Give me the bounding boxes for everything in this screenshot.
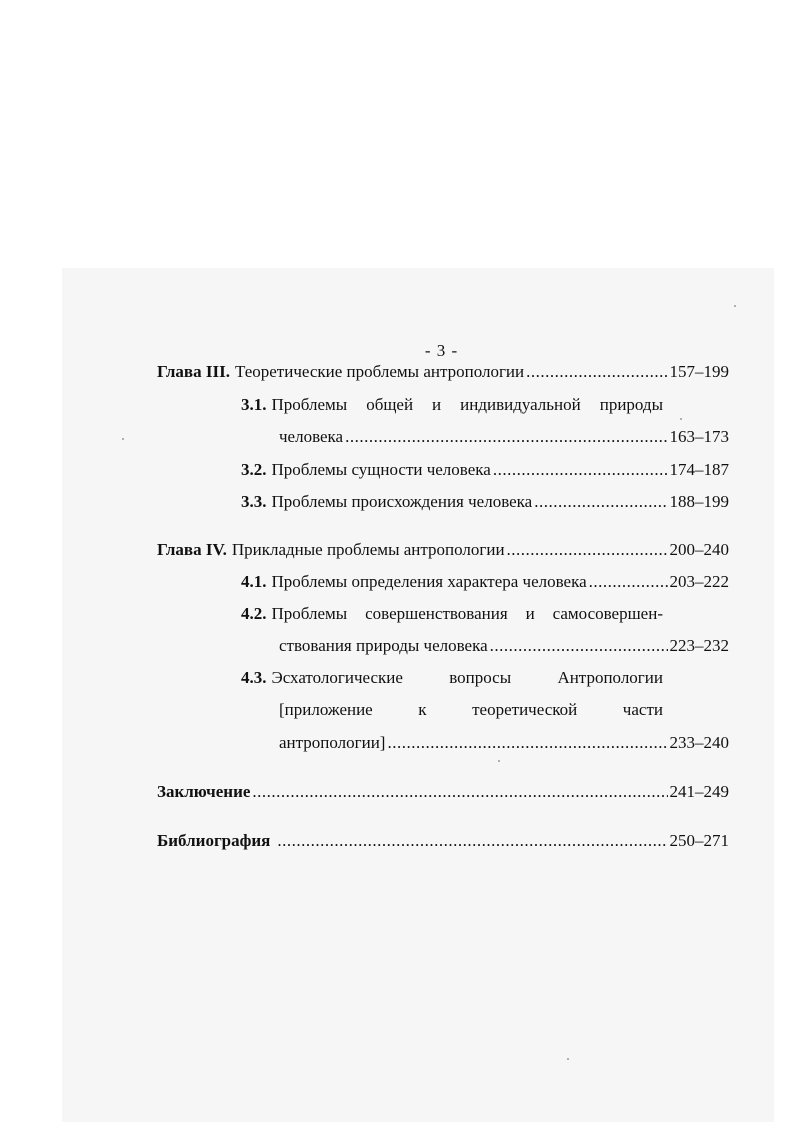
bibliography-title: Библиография: [157, 831, 271, 850]
page-range: 250–271: [669, 831, 729, 850]
dot-leader: [589, 570, 668, 594]
page-range: 200–240: [669, 540, 729, 559]
toc-section-4-2: [241, 602, 663, 626]
word: совершенствования: [365, 604, 508, 623]
page-range: 203–222: [669, 572, 729, 591]
section-title-cont: антропологии]: [279, 733, 386, 752]
word: Антропологии: [557, 668, 663, 687]
dot-leader: [534, 490, 667, 514]
toc-section-4-1: [241, 570, 729, 594]
dot-leader: [526, 360, 667, 384]
toc-section-3-3: [241, 490, 729, 514]
dot-leader: [507, 538, 668, 562]
word: вопросы: [449, 668, 512, 687]
section-title-cont: человека: [279, 427, 344, 446]
dot-leader: [387, 731, 667, 755]
section-number: 4.3.: [241, 668, 267, 687]
word: и: [432, 395, 442, 414]
section-title-line: [272, 602, 664, 626]
scan-speck: [498, 760, 500, 762]
chapter-title: Прикладные проблемы антропологии: [231, 540, 505, 559]
section-title: Проблемы происхождения человека: [271, 492, 533, 511]
word: самосовершен-: [552, 604, 663, 623]
page-range: 157–199: [669, 362, 729, 381]
toc-section-4-3: [241, 666, 663, 690]
dot-leader: [490, 634, 668, 658]
word: части: [622, 700, 663, 719]
word: общей: [366, 395, 414, 414]
section-title-line: [272, 666, 664, 690]
scan-speck: [734, 305, 736, 307]
section-number: 3.2.: [241, 460, 267, 479]
word: к: [418, 700, 427, 719]
page-range: 174–187: [669, 460, 729, 479]
word: Проблемы: [271, 395, 348, 414]
word: теоретической: [472, 700, 578, 719]
section-title-line: [272, 393, 664, 417]
dot-leader: [252, 780, 667, 804]
dot-leader: [493, 458, 668, 482]
page-range: 241–249: [669, 782, 729, 801]
section-title-line: [279, 698, 663, 722]
page-range: 223–232: [669, 636, 729, 655]
word: и: [525, 604, 535, 623]
toc-chapter-3: [157, 360, 729, 384]
dot-leader: [345, 425, 667, 449]
toc-section-3-1-cont: [279, 425, 729, 449]
page-number: - 3 -: [424, 341, 459, 360]
toc-section-3-2: [241, 458, 729, 482]
conclusion-title: Заключение: [157, 782, 251, 801]
toc-section-4-3-cont: [279, 698, 663, 722]
toc-chapter-4: [157, 538, 729, 562]
word: [приложение: [279, 700, 373, 719]
scan-speck: [122, 438, 124, 440]
scan-speck: [567, 1058, 569, 1060]
section-number: 4.1.: [241, 572, 267, 591]
chapter-title: Теоретические проблемы антропологии: [234, 362, 525, 381]
section-title: Проблемы сущности человека: [271, 460, 491, 479]
section-number: 4.2.: [241, 604, 267, 623]
toc-section-4-3-cont2: [279, 731, 729, 755]
section-number: 3.3.: [241, 492, 267, 511]
toc-conclusion: [157, 780, 729, 804]
page-range: 163–173: [669, 427, 729, 446]
scan-speck: [680, 418, 682, 420]
chapter-label: Глава III.: [157, 362, 230, 381]
dot-leader: [277, 829, 667, 853]
word: индивидуальной: [460, 395, 581, 414]
toc-bibliography: [157, 829, 729, 853]
page-range: 188–199: [669, 492, 729, 511]
toc-section-3-1: [241, 393, 663, 417]
toc-section-4-2-cont: [279, 634, 729, 658]
page-range: 233–240: [669, 733, 729, 752]
chapter-label: Глава IV.: [157, 540, 227, 559]
section-title-cont: ствования природы человека: [279, 636, 488, 655]
section-title: Проблемы определения характера человека: [271, 572, 587, 591]
word: Эсхатологические: [271, 668, 403, 687]
word: Проблемы: [271, 604, 348, 623]
section-number: 3.1.: [241, 395, 267, 414]
word: природы: [599, 395, 663, 414]
